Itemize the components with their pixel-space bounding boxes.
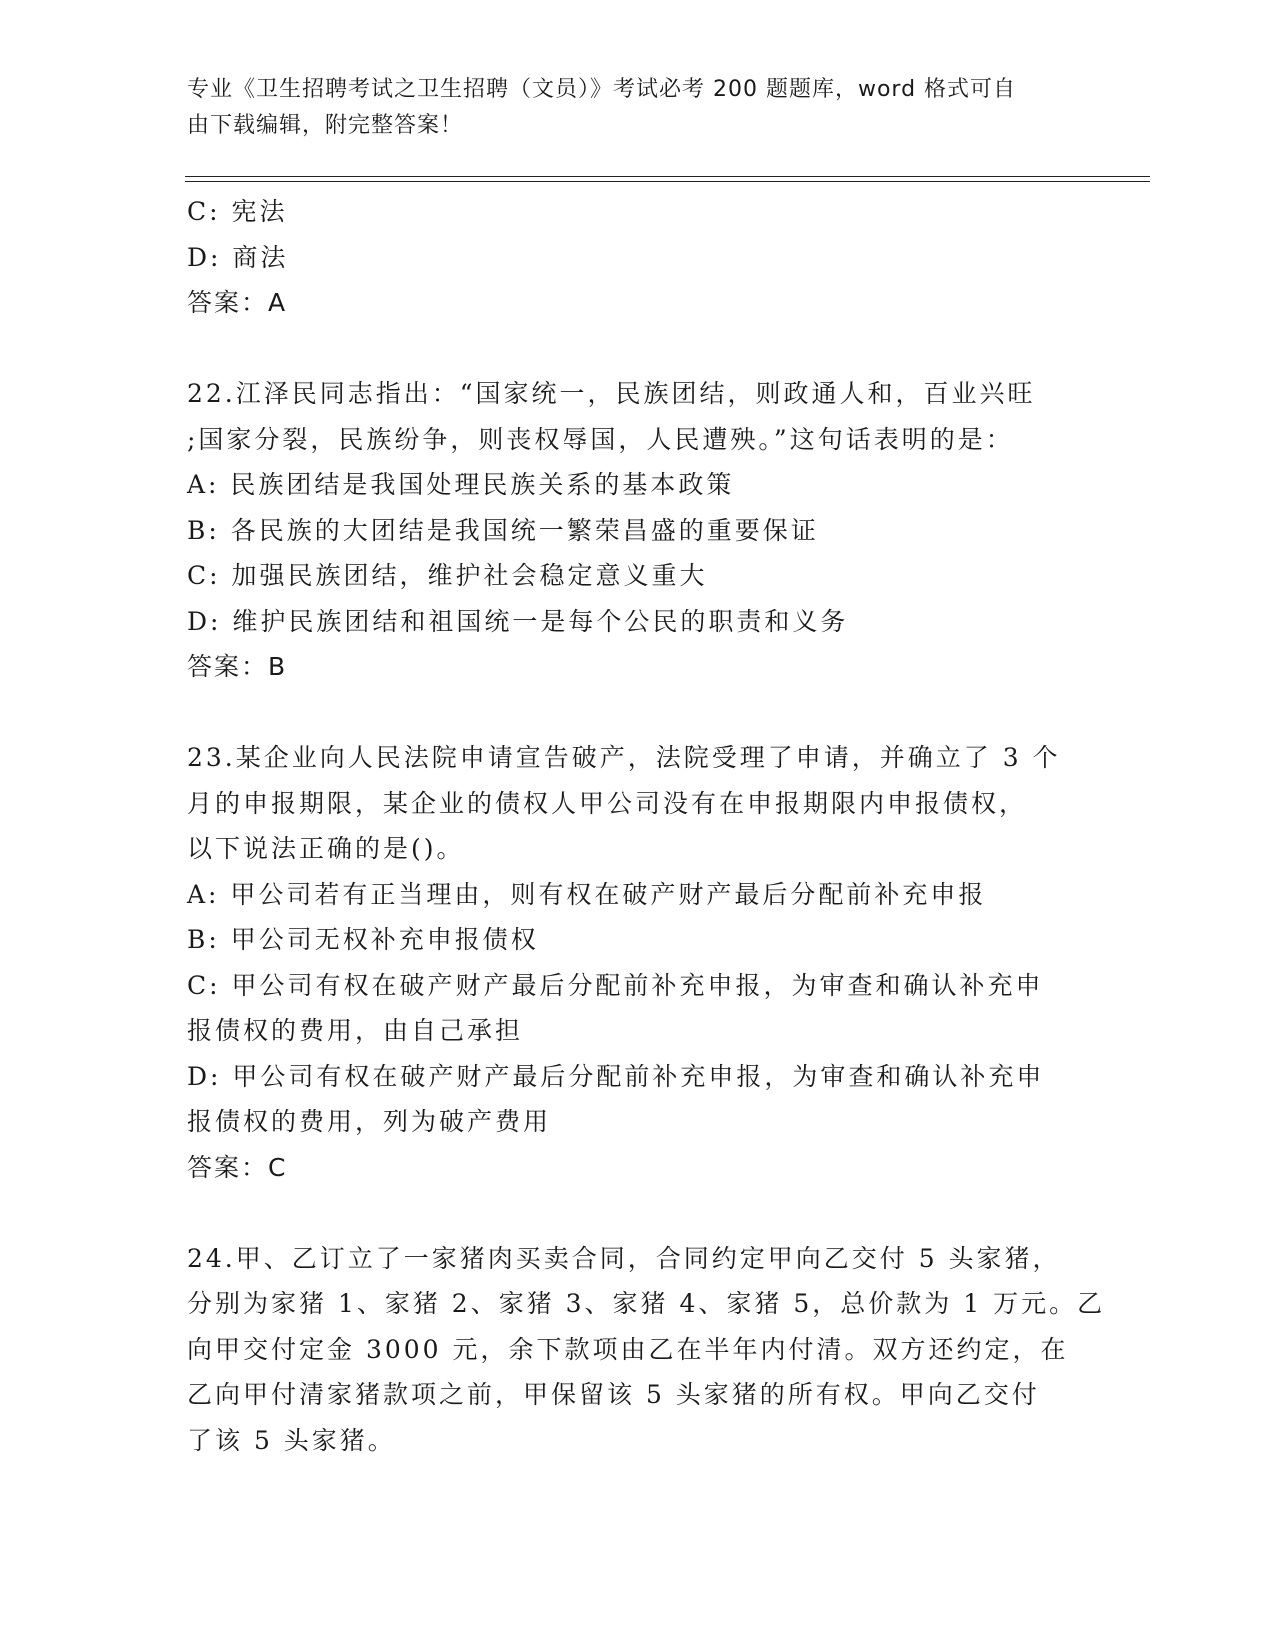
question-stem-line: 了该 5 头家猪。 (187, 1425, 396, 1455)
header-line-1: 专业《卫生招聘考试之卫生招聘（文员）》考试必考 200 题题库，word 格式可自 (187, 77, 1017, 102)
question-stem-line: 向甲交付定金 3000 元，余下款项由乙在半年内付清。双方还约定，在 (187, 1334, 1069, 1364)
header-divider-bottom (185, 181, 1150, 182)
answer-line: 答案：C (187, 1152, 288, 1182)
question-23 (187, 735, 1087, 1190)
question-stem-line: ;国家分裂，民族纷争，则丧权辱国，人民遭殃。”这句话表明的是： (187, 424, 1014, 454)
question-24 (187, 1236, 1106, 1464)
spacer (187, 1190, 1087, 1236)
answer-line: 答案：A (187, 288, 288, 317)
question-stem-line: 24.甲、乙订立了一家猪肉买卖合同，合同约定甲向乙交付 5 头家猪， (187, 1243, 1061, 1273)
option-d: D: 甲公司有权在破产财产最后分配前补充申报，为审查和确认补充申 (187, 1061, 1045, 1091)
previous-question-tail (187, 189, 1087, 326)
option-d: D: 维护民族团结和祖国统一是每个公民的职责和义务 (187, 606, 849, 636)
document-body (187, 189, 1106, 1463)
question-stem-line: 22.江泽民同志指出：“国家统一，民族团结，则政通人和，百业兴旺 (187, 379, 1036, 408)
question-stem-line: 月的申报期限，某企业的债权人甲公司没有在申报期限内申报债权， (187, 788, 1028, 818)
option-a: A: 甲公司若有正当理由，则有权在破产财产最后分配前补充申报 (187, 879, 987, 909)
option-c: C: 加强民族团结，维护社会稳定意义重大 (187, 561, 708, 590)
answer-line: 答案：B (187, 652, 288, 681)
option-b: B: 各民族的大团结是我国统一繁荣昌盛的重要保证 (187, 515, 819, 545)
spacer (187, 690, 1087, 736)
header-divider-top (185, 176, 1150, 177)
question-stem-line: 分别为家猪 1、家猪 2、家猪 3、家猪 4、家猪 5，总价款为 1 万元。乙 (187, 1289, 1106, 1318)
question-stem-line: 乙向甲付清家猪款项之前，甲保留该 5 头家猪的所有权。甲向乙交付 (187, 1380, 1040, 1409)
option-b: B: 甲公司无权补充申报债权 (187, 925, 539, 954)
option-d: D: 商法 (187, 242, 289, 272)
option-a: A: 民族团结是我国处理民族关系的基本政策 (187, 470, 735, 499)
question-stem-line: 23.某企业向人民法院申请宣告破产，法院受理了申请，并确立了 3 个 (187, 743, 1061, 772)
option-d-continued: 报债权的费用，列为破产费用 (187, 1107, 552, 1136)
question-stem-line: 以下说法正确的是()。 (187, 834, 465, 863)
header-line-2: 由下载编辑，附完整答案！ (187, 113, 464, 138)
document-header (187, 72, 1087, 144)
option-c: C: 甲公司有权在破产财产最后分配前补充申报，为审查和确认补充申 (187, 970, 1044, 1000)
question-22 (187, 371, 1087, 690)
option-c-continued: 报债权的费用，由自己承担 (187, 1016, 524, 1045)
spacer (187, 326, 1087, 372)
option-c: C: 宪法 (187, 197, 288, 226)
